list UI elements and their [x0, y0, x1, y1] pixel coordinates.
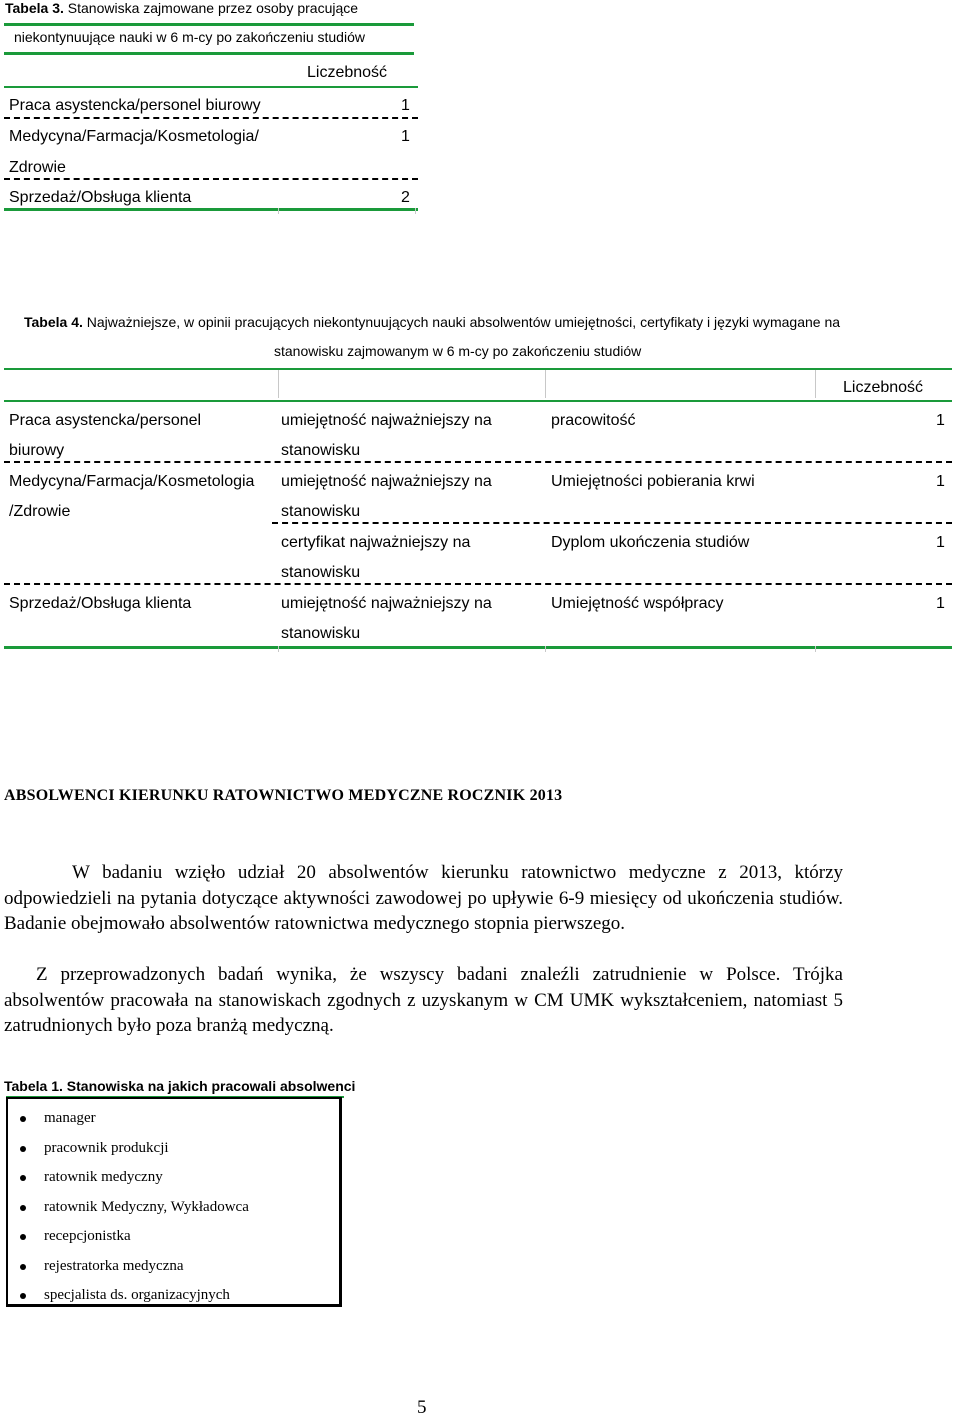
table4-caption-line1: Tabela 4. Najważniejsze, w opinii pracujących niekontynuujących nauki absolwentów umiejętności, certyfikaty i języki wymagane na [24, 314, 841, 330]
table4-item: Umiejętność współpracy [551, 595, 724, 612]
table4-count: 1 [936, 412, 945, 429]
list-item: recepcjonistka [44, 1228, 131, 1244]
section-heading: ABSOLWENCI KIERUNKU RATOWNICTWO MEDYCZNE ROCZNIK 2013 [4, 787, 563, 804]
table4-col-tick [278, 646, 279, 652]
list-item: ratownik Medyczny, Wykładowca [44, 1199, 249, 1215]
table3-col-tick [415, 208, 416, 214]
table3-row-label: Praca asystencka/personel biurowy [9, 97, 261, 114]
table4-caption-rule [4, 368, 952, 370]
table4-area: Sprzedaż/Obsługa klienta [9, 595, 192, 612]
table4-type: umiejętność najważniejszy na [281, 412, 492, 429]
table3-row-count: 1 [401, 128, 410, 145]
table4-type: umiejętność najważniejszy na [281, 595, 492, 612]
table4-area-cont: biurowy [9, 442, 65, 459]
table3-row-divider [4, 178, 418, 180]
list-item: rejestratorka medyczna [44, 1258, 184, 1274]
table4-area-cont: /Zdrowie [9, 503, 71, 520]
table4-item: Dyplom ukończenia studiów [551, 534, 750, 551]
table4-col-divider [815, 370, 816, 398]
table4-type-cont: stanowisku [281, 503, 361, 520]
table4-type: certyfikat najważniejszy na [281, 534, 471, 551]
table4-item: pracowitość [551, 412, 636, 429]
table3-row-label-cont: Zdrowie [9, 159, 66, 176]
table4-area: Praca asystencka/personel [9, 412, 202, 429]
table1-caption: Tabela 1. Stanowiska na jakich pracowali absolwenci [4, 1078, 356, 1094]
table4-count: 1 [936, 595, 945, 612]
table4-caption-line2: stanowisku zajmowanym w 6 m-cy po zakończeniu studiów [274, 343, 642, 359]
list-item: manager [44, 1110, 96, 1126]
list-item: ratownik medyczny [44, 1169, 163, 1185]
table3-caption-rule [4, 52, 414, 55]
table4-type-cont: stanowisku [281, 442, 361, 459]
list-item: pracownik produkcji [44, 1140, 169, 1156]
table4-col-tick [545, 646, 546, 652]
table3-col-tick [278, 208, 279, 214]
table4-bottom-rule [4, 646, 952, 649]
table4-col-tick [815, 646, 816, 652]
bullet-icon [20, 1234, 26, 1240]
table3-row-count: 2 [401, 189, 410, 206]
table4-col-divider [545, 370, 546, 398]
table4-item: Umiejętności pobierania krwi [551, 473, 755, 490]
table3-row-count: 1 [401, 97, 410, 114]
list-item: specjalista ds. organizacyjnych [44, 1287, 230, 1303]
table4-row-divider [4, 461, 952, 463]
page-number: 5 [417, 1397, 427, 1418]
table3-bottom-rule [4, 208, 418, 211]
table4-type: umiejętność najważniejszy na [281, 473, 492, 490]
bullet-icon [20, 1116, 26, 1122]
bullet-icon [20, 1205, 26, 1211]
bullet-icon [20, 1293, 26, 1299]
table3-header-rule [4, 86, 418, 88]
table3-caption-line2: niekontynuujące nauki w 6 m-cy po zakończeniu studiów [14, 29, 365, 45]
table4-area: Medycyna/Farmacja/Kosmetologia [9, 473, 255, 490]
bullet-icon [20, 1264, 26, 1270]
table4-count: 1 [936, 534, 945, 551]
bullet-icon [20, 1175, 26, 1181]
paragraph-participants: W badaniu wzięło udział 20 absolwentów kierunku ratownictwo medyczne z 2013, którzy odpowiedzieli na pytania dotyczące aktywności zawodowej po upływie 6-9 miesięcy od ukończenia studiów. Badanie obejmowało absolwentów ratownictwa medycznego stopnia pierwszego. [4, 862, 843, 934]
table4-type-cont: stanowisku [281, 564, 361, 581]
table4-col-divider [278, 370, 279, 398]
table4-row-divider [4, 583, 952, 585]
table3-row-divider [4, 117, 418, 119]
bullet-icon [20, 1146, 26, 1152]
table3-row-label: Sprzedaż/Obsługa klienta [9, 189, 192, 206]
table3-top-rule [4, 23, 414, 26]
paragraph-findings: Z przeprowadzonych badań wynika, że wszyscy badani znaleźli zatrudnienie w Polsce. Trójka absolwentów pracowała na stanowiskach zgodnych z uzyskanym w CM UMK wykształceniem, natomiast 5 zatrudnionych było poza branżą medyczną. [4, 964, 843, 1036]
table4-header-rule [4, 400, 952, 402]
table3-row-label: Medycyna/Farmacja/Kosmetologia/ [9, 128, 259, 145]
table4-row-divider [272, 522, 952, 524]
table3-caption-line1: Tabela 3. Stanowiska zajmowane przez osoby pracujące [5, 0, 359, 16]
table4-type-cont: stanowisku [281, 625, 361, 642]
table4-header-count: Liczebność [843, 379, 924, 396]
table3-header-count: Liczebność [307, 64, 388, 81]
table4-count: 1 [936, 473, 945, 490]
